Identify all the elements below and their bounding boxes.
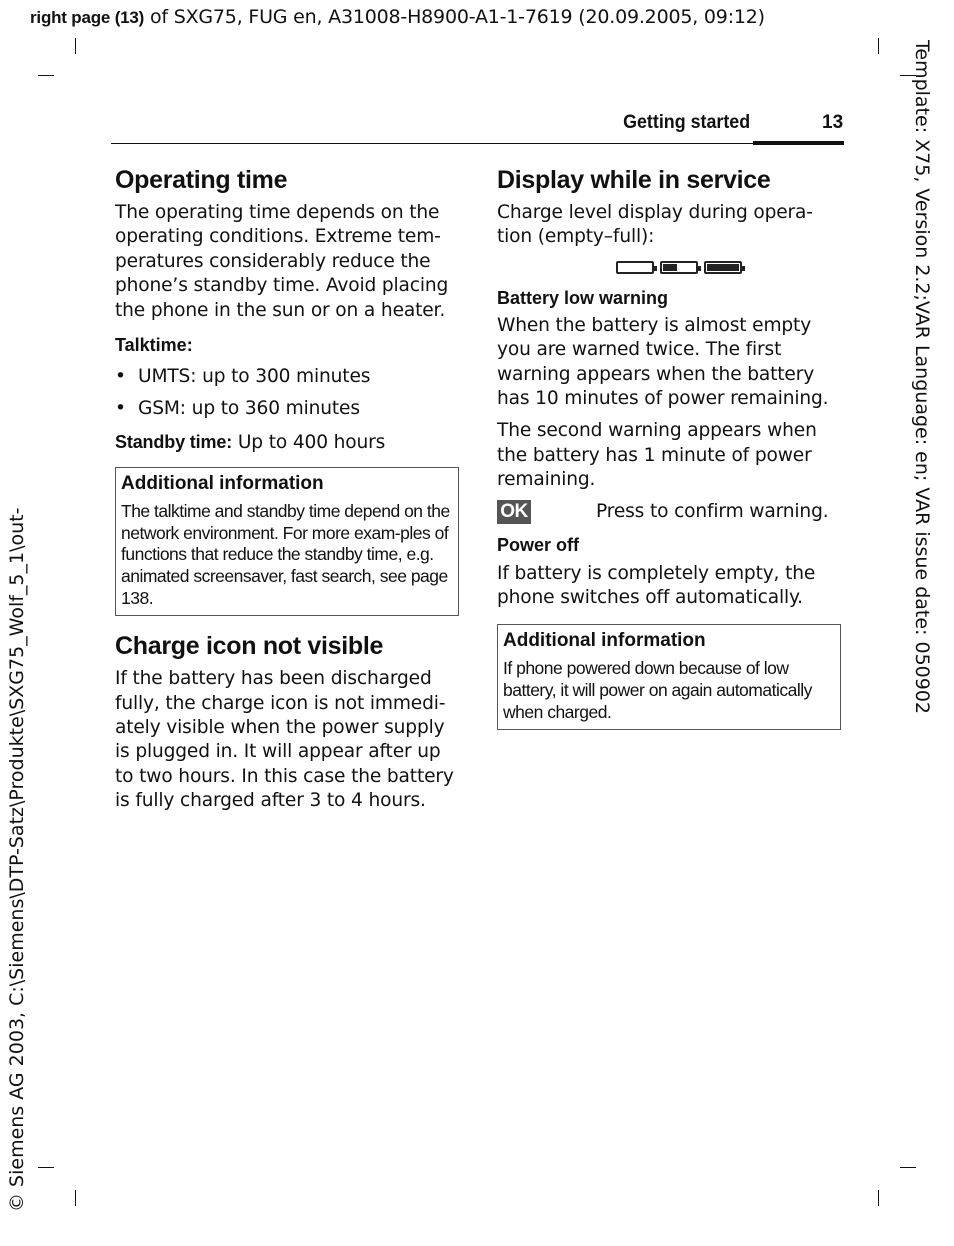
battery-low-paragraph-2: The second warning appears when the battery has 1 minute of power remaining. (497, 420, 817, 491)
crop-mark (38, 1167, 54, 1168)
list-item (115, 397, 460, 421)
crop-mark (75, 1190, 76, 1206)
display-paragraph: Charge level display during opera-tion (empty–full): (497, 202, 813, 248)
info-box-text: If phone powered down because of low battery, it will power on again automatically when charged. (503, 658, 812, 722)
bullet: • (115, 366, 126, 388)
battery-level-icons (497, 259, 842, 277)
info-box-title: Additional information (503, 630, 706, 652)
bullet: • (115, 398, 126, 420)
additional-info-box (497, 624, 841, 730)
charge-icon-paragraph: If the battery has been discharged fully, the charge icon is not immedi-ately visible when the power supply is plugged in. It will appear after up to two hours. In this case the battery is fully charged after 3 to 4 hours. (115, 668, 454, 812)
talktime-label: Talktime: (115, 335, 193, 356)
list-item-text: UMTS: up to 300 minutes (138, 366, 371, 388)
power-off-paragraph: If battery is completely empty, the phone switches off automatically. (497, 562, 816, 609)
template-info-vertical: Template: X75, Version 2.2;VAR Language: en; VAR issue date: 050902 (911, 40, 933, 715)
info-box-text: The talktime and standby time depend on the network environment. For more exam-ples of functions that reduce the standby time, e.g. animated screensaver, fast search, see page 138. (121, 501, 450, 608)
crop-mark (878, 1190, 879, 1206)
additional-info-box (115, 467, 459, 616)
copyright-path-vertical: © Siemens AG 2003, C:\Siemens\DTP-Satz\Produkte\SXG75_Wolf_5_1\out- (6, 507, 28, 1212)
operating-time-paragraph: The operating time depends on the operating conditions. Extreme tem-peratures considerably reduce the phone’s standby time. Avoid placing the phone in the sun or on a heater. (115, 202, 449, 321)
crop-mark (75, 38, 76, 54)
section-title: Getting started (622, 112, 750, 133)
print-meta-bold: right page (13) (30, 8, 145, 27)
crop-mark (38, 75, 54, 76)
battery-full-icon (704, 261, 742, 274)
crop-mark (900, 1167, 916, 1168)
power-off-heading: Power off (497, 534, 580, 555)
ok-key-row (497, 499, 842, 525)
display-heading: Display while in service (497, 166, 771, 194)
header-rule-accent (753, 141, 844, 145)
list-item-text: GSM: up to 360 minutes (138, 398, 360, 420)
battery-half-icon (660, 261, 698, 274)
battery-empty-icon (616, 261, 654, 274)
standby-time-value: Up to 400 hours (232, 431, 386, 453)
standby-time-label: Standby time: (115, 431, 233, 452)
info-box-title: Additional information (121, 473, 324, 495)
list-item (115, 365, 460, 389)
operating-time-heading: Operating time (115, 166, 288, 194)
battery-low-paragraph-1: When the battery is almost empty you are warned twice. The first warning appears when the battery has 10 minutes of power remaining. (497, 314, 829, 410)
battery-low-heading: Battery low warning (497, 287, 669, 308)
print-meta-line (30, 6, 765, 28)
page-number: 13 (822, 112, 844, 133)
right-column (497, 164, 842, 730)
ok-key-description: Press to confirm warning. (596, 501, 829, 523)
header-rule (111, 143, 844, 144)
left-column (115, 164, 460, 814)
print-meta-rest: of SXG75, FUG en, A31008-H8900-A1-1-7619 (20.09.2005, 09:12) (144, 6, 765, 28)
ok-key-icon: OK (497, 500, 531, 524)
charge-icon-heading: Charge icon not visible (115, 632, 384, 661)
crop-mark (878, 38, 879, 54)
standby-time-line (115, 430, 460, 455)
